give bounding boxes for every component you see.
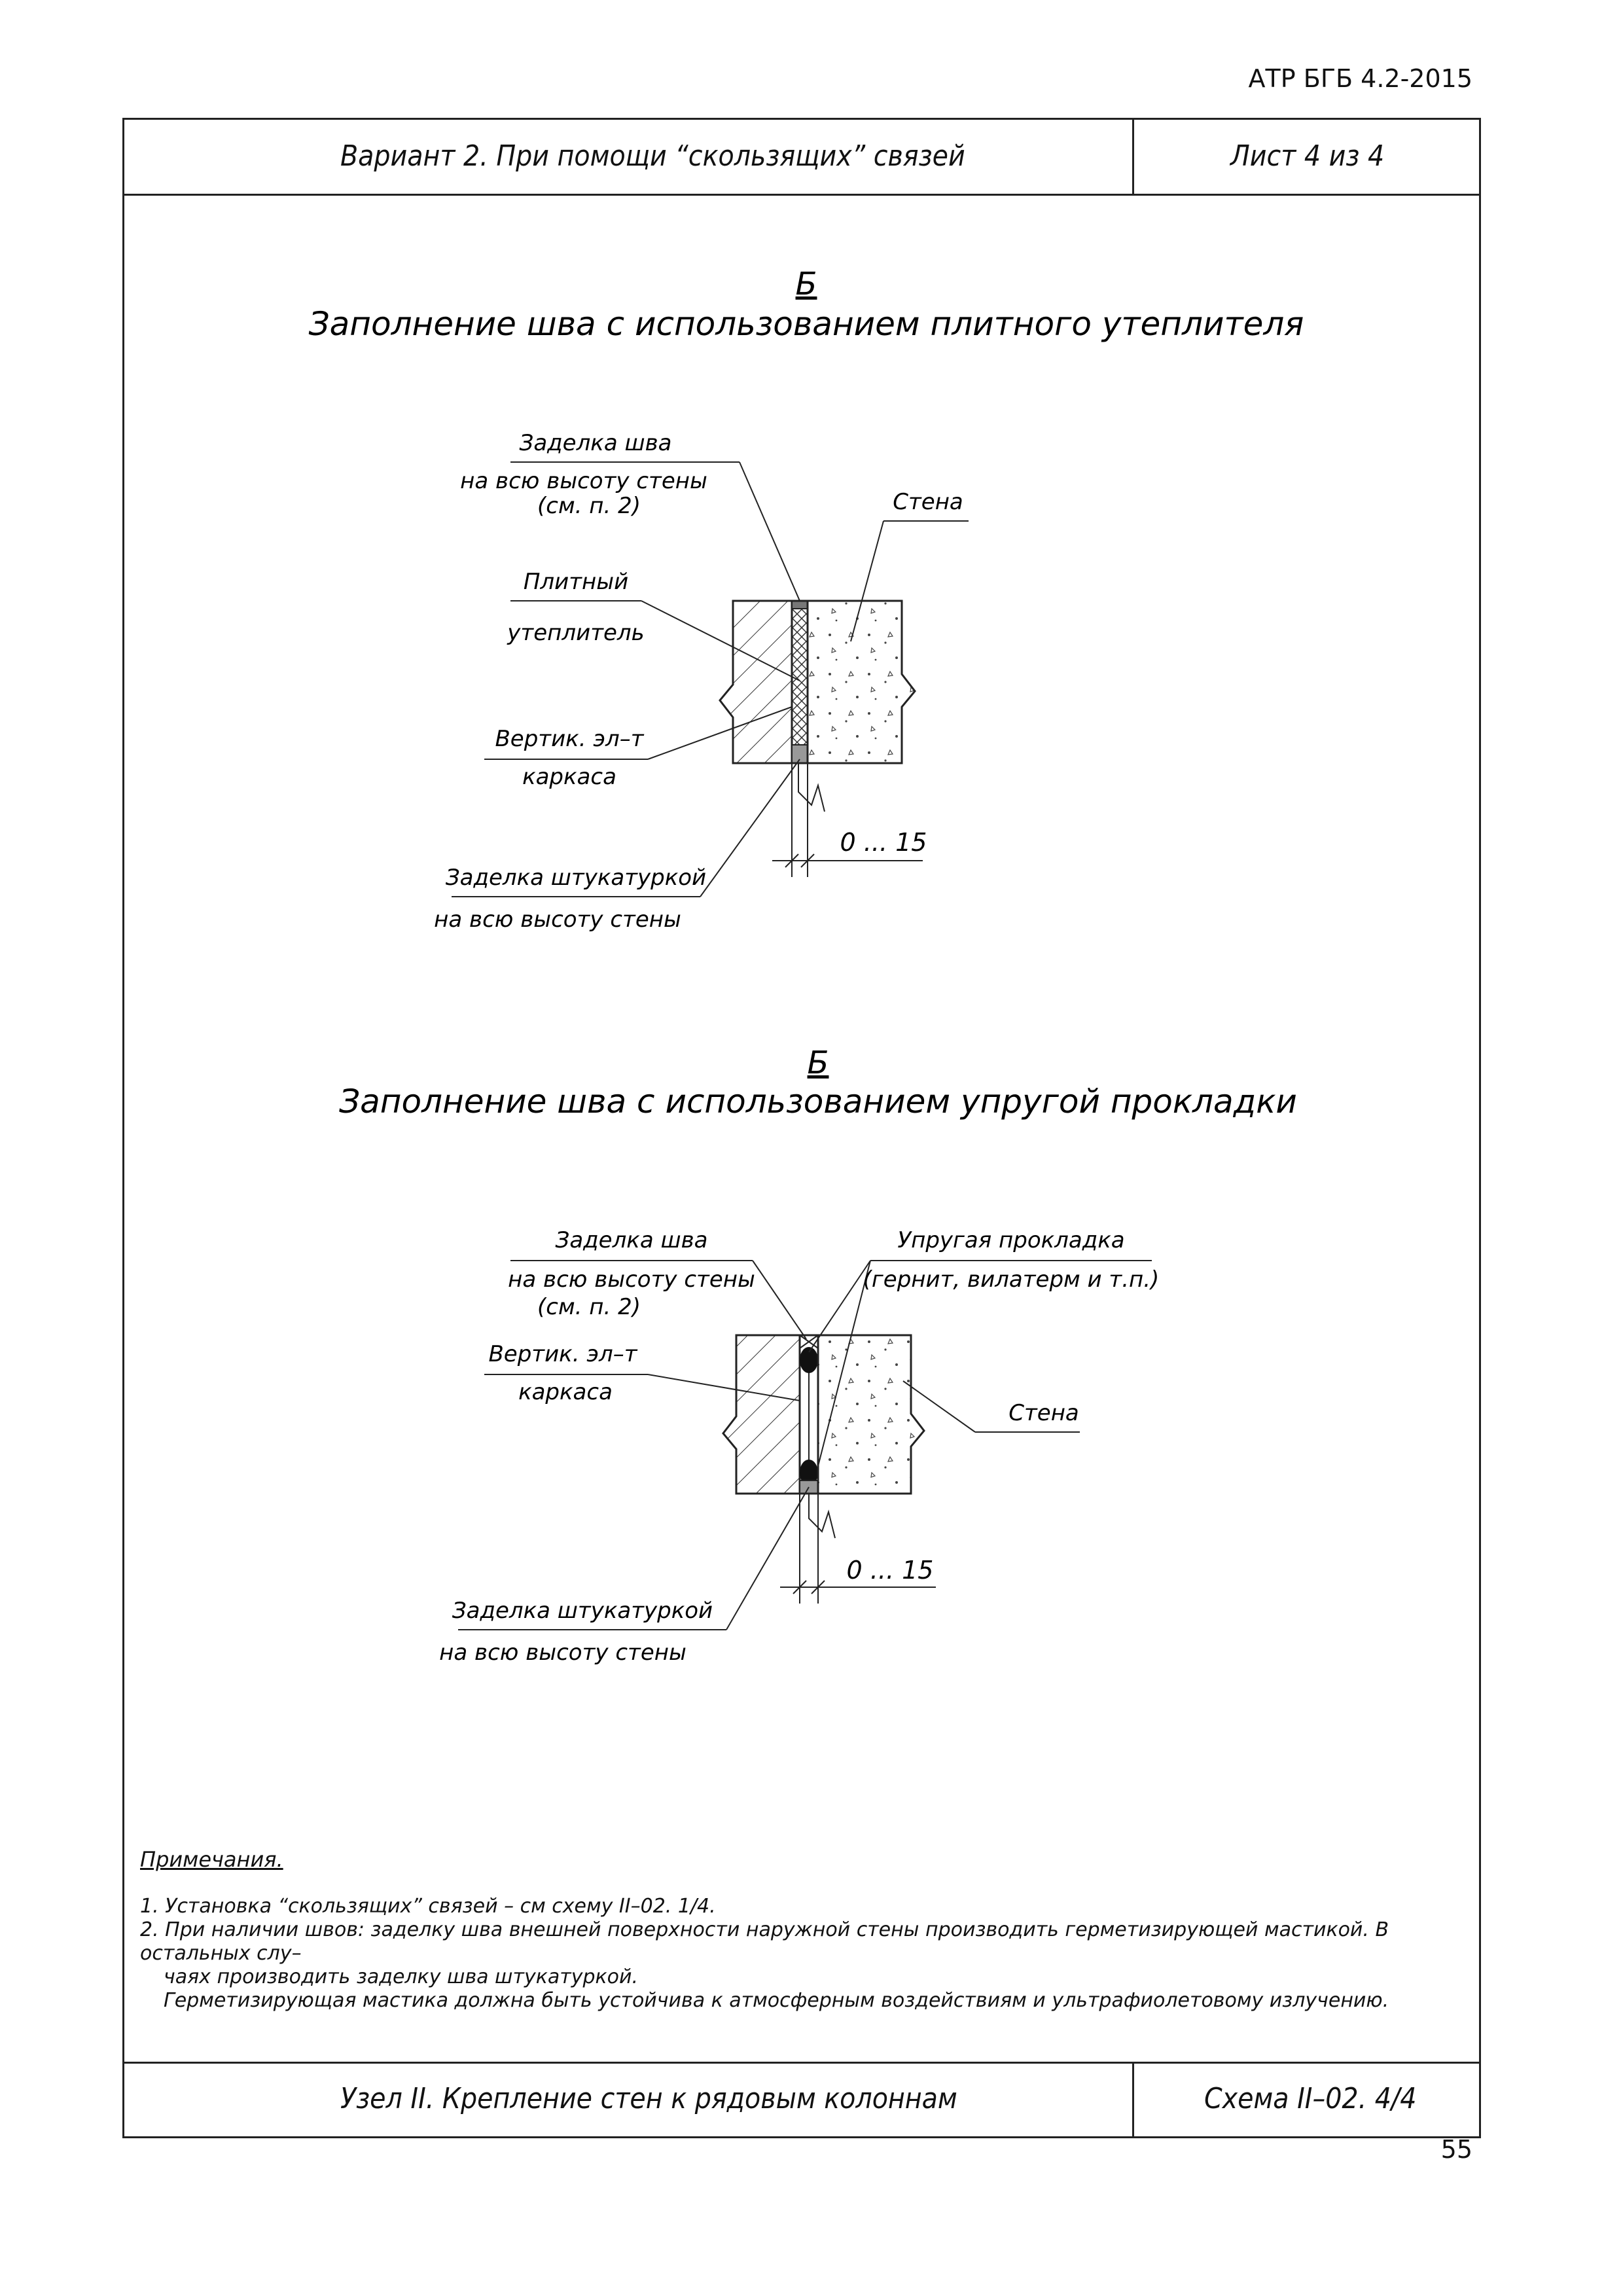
plaster-seal [792,745,808,763]
section1-title: Заполнение шва с использованием плитного утеплителя [308,305,1304,343]
note-item-3: Герметизирующая мастика должна быть устойчива к атмосферным воздействиям и ультрафиолетовому излучению. [164,1989,1389,2012]
section2-marker: Б [807,1045,829,1081]
section2-title: Заполнение шва с использованием упругой прокладки [339,1083,1297,1121]
section1-seal-label-1: Заделка шва [519,430,672,456]
sheet-number: Лист 4 из 4 [1230,139,1385,173]
section1-plaster-label-2: на всю высоту стены [434,906,681,933]
scheme-code: Схема II–02. 4/4 [1204,2082,1417,2115]
section2-seal-label-1: Заделка шва [555,1227,708,1253]
section2-gasket-label-1: Упругая прокладка [897,1227,1125,1253]
wall-shape-2 [818,1335,924,1494]
section1-seal-label-3: (см. п. 2) [537,493,641,519]
insulation-strip [792,609,808,745]
section1-diagram [309,266,1304,933]
section1-dimension: 0 ... 15 [840,828,927,857]
header-title: Вариант 2. При помощи “скользящих” связей [340,139,965,173]
note-item-1: 1. Установка “скользящих” связей – см схему II–02. 1/4. [140,1895,716,1918]
section2-dimension: 0 ... 15 [846,1556,934,1585]
top-seal [792,601,808,609]
section2-seal-label-3: (см. п. 2) [537,1294,641,1320]
frame-column-shape-2 [723,1335,800,1494]
footer-title: Узел II. Крепление стен к рядовым колоннам [340,2082,957,2115]
section1-plaster-label-1: Заделка штукатуркой [445,865,707,891]
wall-shape [808,601,915,763]
document-code: АТР БГБ 4.2-2015 [1248,64,1472,93]
section1-marker: Б [795,266,817,302]
section1-seal-label-2: на всю высоту стены [460,468,707,494]
notes-title: Примечания. [140,1847,283,1872]
section2-wall-label: Стена [1008,1400,1079,1426]
section2-gasket-label-2: (гернит, вилатерм и т.п.) [863,1266,1160,1293]
section2-seal-label-2: на всю высоту стены [508,1266,755,1293]
page-number: 55 [1440,2135,1472,2164]
section2-plaster-label-1: Заделка штукатуркой [452,1598,713,1624]
section1-frame-label-2: каркаса [522,764,616,790]
section2-diagram [339,1045,1297,1666]
section1-wall-label: Стена [893,489,963,515]
section2-plaster-label-2: на всю высоту стены [439,1640,687,1666]
section1-insulation-label-2: утеплитель [507,620,645,646]
frame-column-shape [720,601,792,763]
section2-frame-label-1: Вертик. эл–т [488,1341,637,1367]
note-item-2: 2. При наличии швов: заделку шва внешней поверхности наружной стены производить герметизирующей мастикой. В остальных слу– [140,1918,1389,1965]
section2-frame-label-2: каркаса [518,1379,613,1405]
section1-frame-label-1: Вертик. эл–т [495,726,644,752]
note-item-2-cont: чаях производить заделку шва штукатуркой. [164,1965,639,1988]
section1-insulation-label-1: Плитный [523,569,629,595]
gasket-top [800,1347,818,1373]
